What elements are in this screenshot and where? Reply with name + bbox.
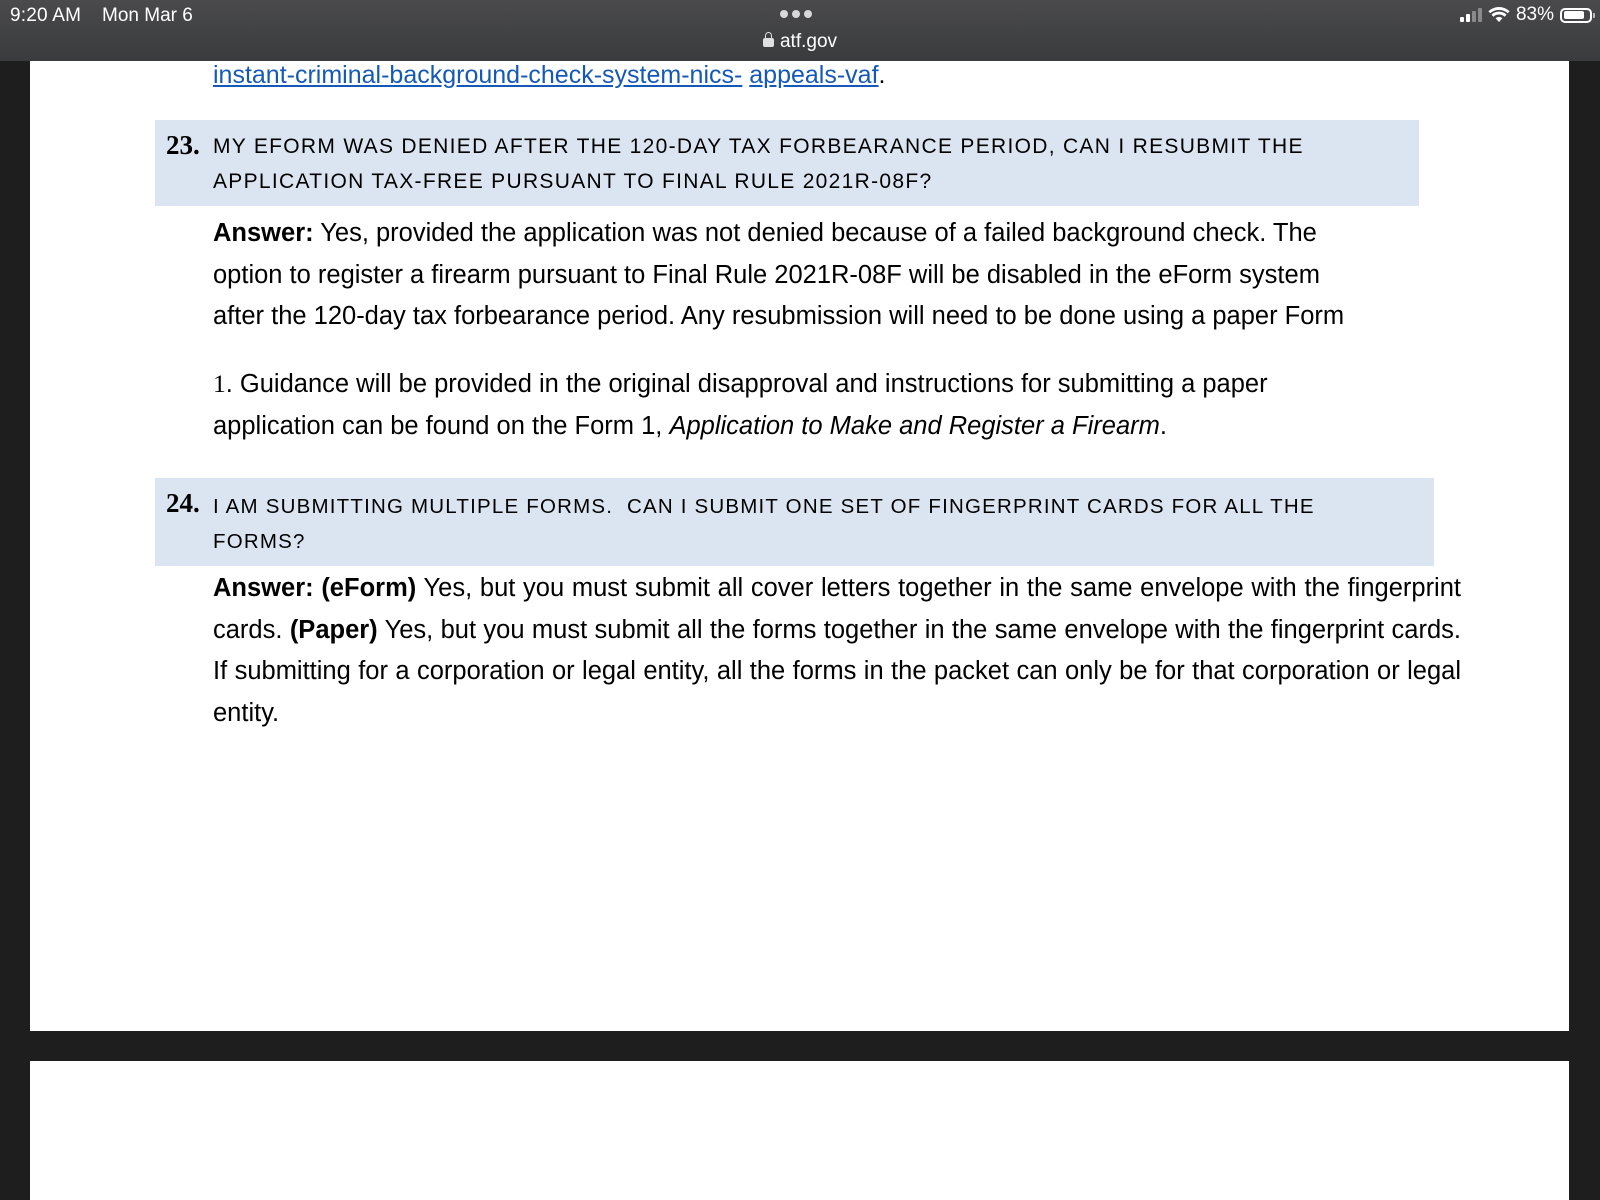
question-23-box bbox=[155, 120, 1419, 206]
status-date: Mon Mar 6 bbox=[102, 5, 193, 26]
nics-appeals-link[interactable]: instant-criminal-background-check-system-nics- bbox=[213, 61, 743, 89]
address-bar[interactable] bbox=[0, 31, 1600, 53]
answer-23-paragraph-1: Answer: Yes, provided the application was not denied because of a failed background check. The option to register a firearm pursuant to Final Rule 2021R-08F will be disabled in the eForm system after the 120-day tax forbearance period. Any resubmission will need to be done using a paper Form bbox=[213, 219, 1345, 330]
battery-percent: 83% bbox=[1515, 4, 1554, 25]
question-24-number: 24. bbox=[166, 488, 200, 518]
multitasking-dots-icon[interactable] bbox=[780, 10, 812, 18]
lock-icon bbox=[763, 38, 774, 47]
pdf-page[interactable] bbox=[30, 61, 1569, 1031]
question-23-heading: MY EFORM WAS DENIED AFTER THE 120-DAY TAX FORBEARANCE PERIOD, CAN I RESUBMIT THE APPLICATION TAX-FREE PURSUANT TO FINAL RULE 2021R-08F? bbox=[213, 135, 1304, 193]
answer-23-paragraph-2: 1. Guidance will be provided in the original disapproval and instructions for submitting a paper application can be found on the Form 1, Application to Make and Register a Firearm. bbox=[213, 369, 1268, 440]
wifi-icon bbox=[1488, 7, 1510, 23]
pdf-next-page[interactable] bbox=[30, 1061, 1569, 1200]
status-time: 9:20 AM bbox=[10, 5, 82, 26]
url-text: atf.gov bbox=[779, 31, 838, 52]
answer-24-paragraph: Answer: (eForm) Yes, but you must submit all cover letters together in the same envelope with the fingerprint cards. (Paper) Yes, but you must submit all the forms together in the same envelope with the fingerprint cards. If submitting for a corporation or legal entity, all the forms in the packet can only be for that corporation or legal entity. bbox=[213, 574, 1476, 727]
question-24-heading: I AM SUBMITTING MULTIPLE FORMS. CAN I SUBMIT ONE SET OF FINGERPRINT CARDS FOR ALL THE FORMS? bbox=[213, 495, 1315, 553]
battery-icon bbox=[1560, 8, 1592, 23]
cellular-signal-icon bbox=[1460, 8, 1482, 22]
form-1-title: Application to Make and Register a Firearm bbox=[669, 411, 1160, 440]
nics-appeals-link-line: instant-criminal-background-check-system-nics- appeals-vaf. bbox=[213, 61, 886, 89]
ios-status-bar bbox=[0, 0, 1600, 61]
status-indicators bbox=[1460, 4, 1592, 26]
question-24-box bbox=[155, 478, 1434, 566]
question-23-number: 23. bbox=[166, 130, 200, 160]
appeals-vaf-link[interactable]: appeals-vaf bbox=[749, 61, 879, 89]
